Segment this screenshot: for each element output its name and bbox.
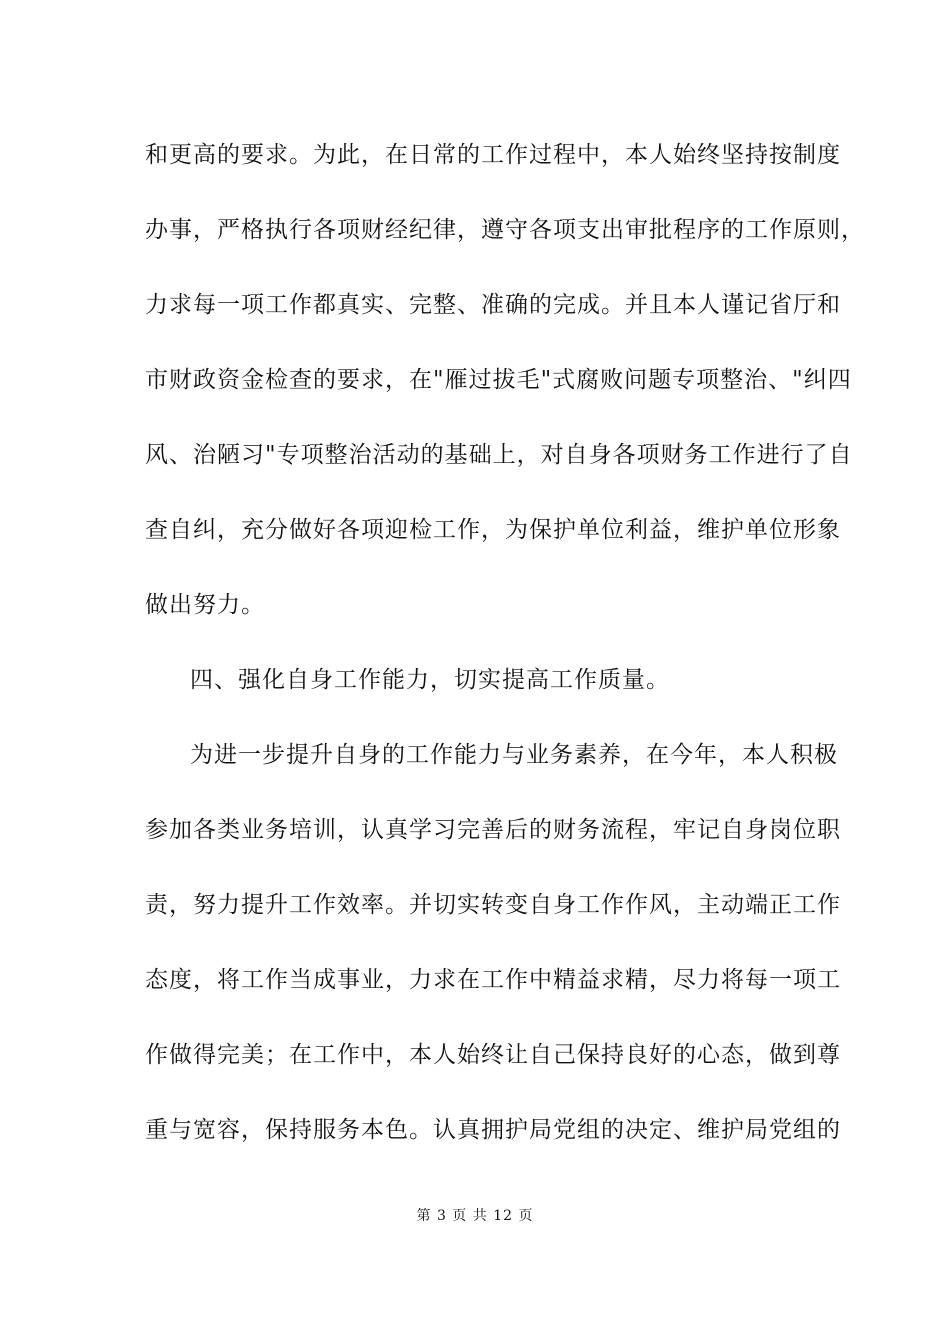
paragraph-line: 风、治陋习"专项整治活动的基础上，对自身各项财务工作进行了自: [145, 442, 853, 468]
paragraph-line: 查自纠，充分做好各项迎检工作，为保护单位利益，维护单位形象: [145, 517, 841, 543]
paragraph-line: 为进一步提升自身的工作能力与业务素养，在今年，本人积极: [190, 742, 838, 768]
paragraph-line: 办事，严格执行各项财经纪律，遵守各项支出审批程序的工作原则，: [145, 217, 865, 243]
paragraph-line: 责，努力提升工作效率。并切实转变自身工作作风，主动端正工作: [145, 892, 841, 918]
paragraph-line: 重与宽容，保持服务本色。认真拥护局党组的决定、维护局党组的: [145, 1117, 841, 1143]
paragraph-line: 和更高的要求。为此，在日常的工作过程中，本人始终坚持按制度: [145, 142, 841, 168]
paragraph-line: 市财政资金检查的要求，在"雁过拔毛"式腐败问题专项整治、"纠四: [145, 367, 852, 393]
section-heading: 四、强化自身工作能力，切实提高工作质量。: [190, 667, 670, 693]
page-number-footer: 第 3 页 共 12 页: [416, 1208, 534, 1224]
paragraph-line: 做出努力。: [145, 592, 265, 618]
paragraph-line: 作做得完美；在工作中，本人始终让自己保持良好的心态，做到尊: [145, 1042, 841, 1068]
paragraph-line: 态度，将工作当成事业，力求在工作中精益求精，尽力将每一项工: [145, 967, 841, 993]
paragraph-line: 力求每一项工作都真实、完整、准确的完成。并且本人谨记省厅和: [145, 292, 841, 318]
paragraph-line: 参加各类业务培训，认真学习完善后的财务流程，牢记自身岗位职: [145, 817, 841, 843]
